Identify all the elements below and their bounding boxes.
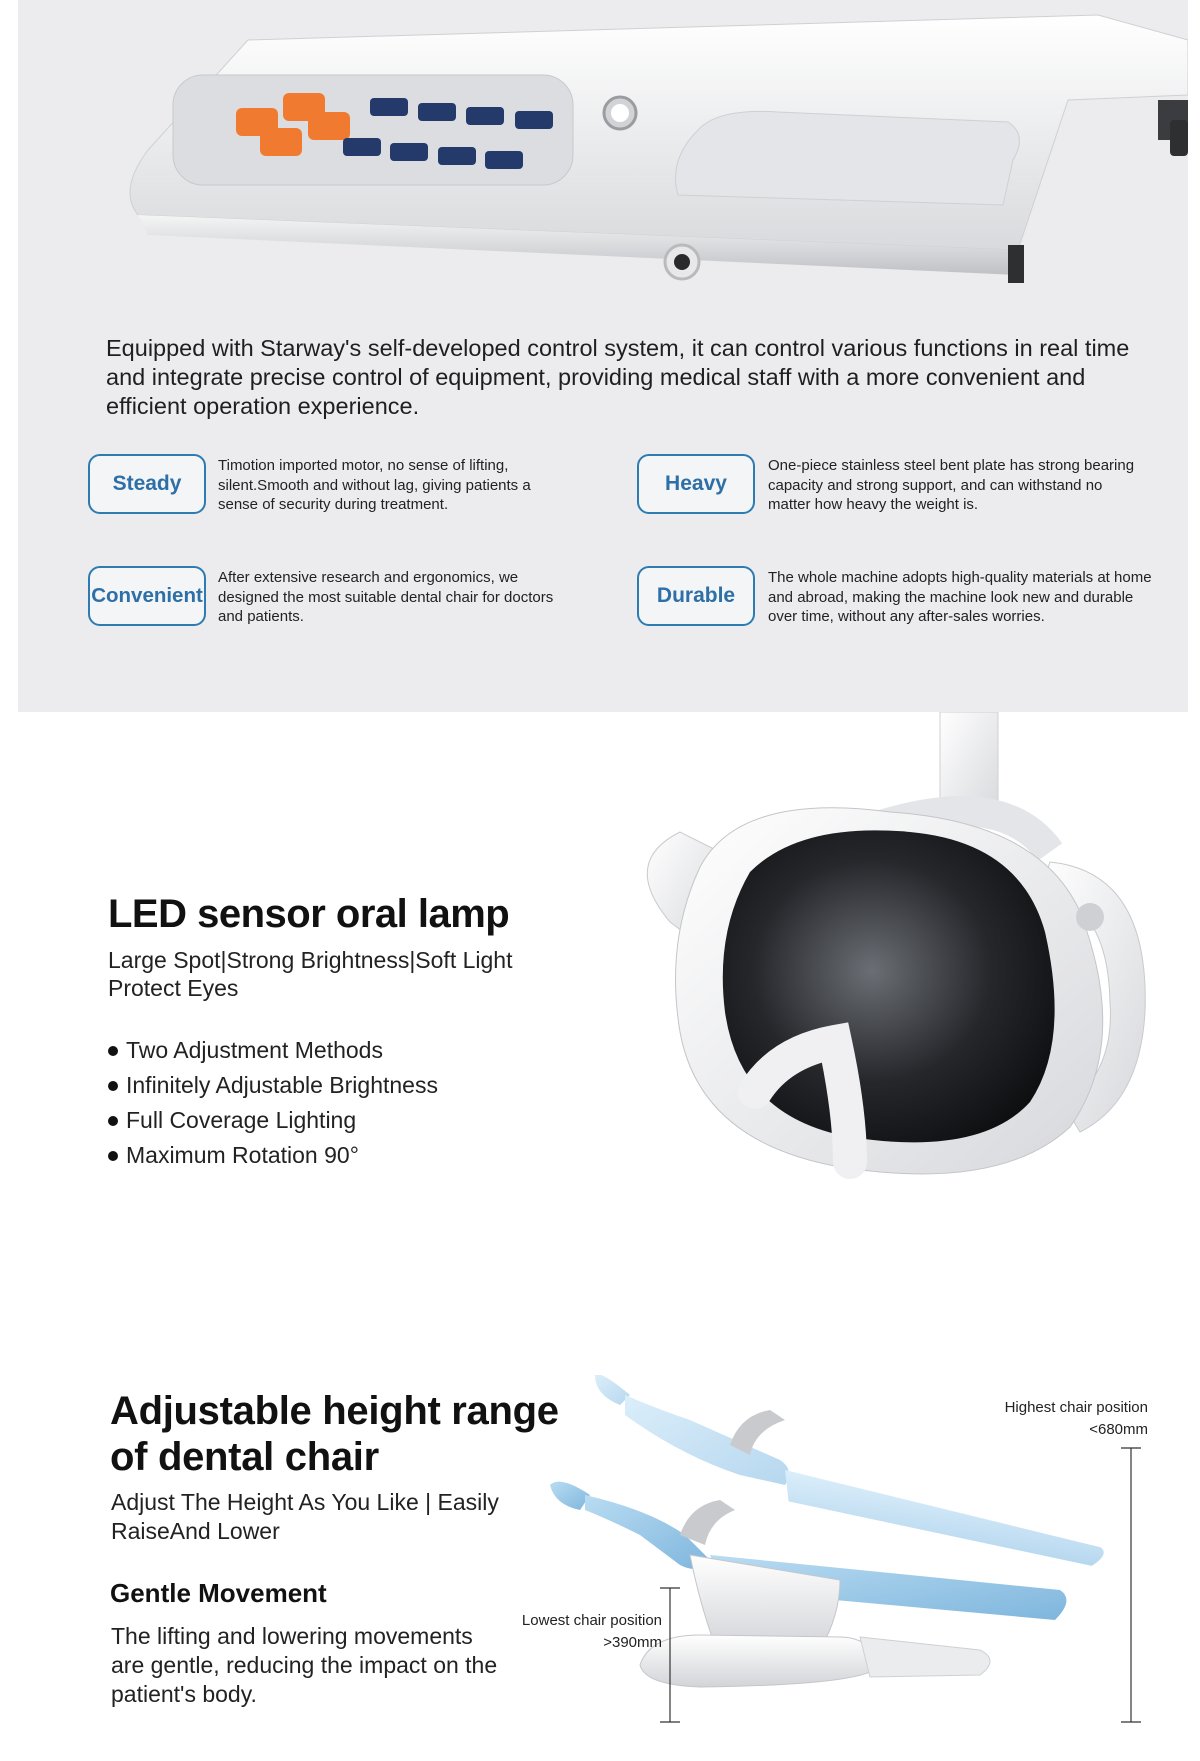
lowest-position-value: >390mm — [603, 1634, 662, 1651]
highest-position-caption: Highest chair position — [1004, 1399, 1148, 1416]
feature-badge-steady: Steady — [88, 454, 206, 514]
feature-text-convenient: After extensive research and ergonomics, we designed the most suitable dental chair for doctors and patients. — [218, 569, 554, 625]
highest-position-label — [960, 1397, 1148, 1441]
chair-subtitle: Adjust The Height As You Like | Easily RaiseAnd Lower — [111, 1489, 499, 1544]
control-panel-section — [18, 0, 1188, 712]
feature-badge-durable: Durable — [637, 566, 755, 626]
bullet-dot — [108, 1116, 118, 1126]
lamp-feature-label: Maximum Rotation 90° — [126, 1142, 359, 1168]
highest-position-value: <680mm — [1089, 1421, 1148, 1438]
intro-paragraph: Equipped with Starway's self-developed control system, it can control various functions in real time and integrate precise control of equipment, providing medical staff with a more convenient and efficient operation experience. — [106, 335, 1130, 419]
lamp-feature-item — [108, 1142, 359, 1169]
gentle-movement-text: The lifting and lowering movements are gentle, reducing the impact on the patient's body. — [111, 1623, 498, 1707]
lamp-feature-item — [108, 1072, 438, 1099]
lamp-feature-item — [108, 1107, 356, 1134]
feature-badge-convenient: Convenient — [88, 566, 206, 626]
chair-title: Adjustable height range of dental chair — [110, 1389, 559, 1479]
bullet-dot — [108, 1151, 118, 1161]
feature-badge-heavy: Heavy — [637, 454, 755, 514]
lamp-subtitle: Large Spot|Strong Brightness|Soft Light Protect Eyes — [108, 947, 513, 1001]
gentle-movement-title: Gentle Movement — [110, 1578, 327, 1608]
lamp-feature-label: Infinitely Adjustable Brightness — [126, 1072, 438, 1098]
lamp-title: LED sensor oral lamp — [108, 892, 510, 936]
bullet-dot — [108, 1081, 118, 1091]
bullet-dot — [108, 1046, 118, 1056]
lamp-feature-item — [108, 1037, 383, 1064]
lowest-position-caption: Lowest chair position — [521, 1612, 662, 1629]
lamp-feature-label: Two Adjustment Methods — [126, 1037, 383, 1063]
feature-text-durable: The whole machine adopts high-quality materials at home and abroad, making the machine look new and durable over time, without any after-sales worries. — [768, 569, 1152, 625]
feature-text-steady: Timotion imported motor, no sense of lifting, silent.Smooth and without lag, giving patients a sense of security during treatment. — [218, 457, 531, 513]
height-dimension-lines — [650, 1440, 1150, 1740]
lamp-feature-label: Full Coverage Lighting — [126, 1107, 357, 1133]
oral-lamp-illustration — [610, 712, 1170, 1252]
feature-text-heavy: One-piece stainless steel bent plate has strong bearing capacity and strong support, and can withstand no matter how heavy the weight is. — [768, 457, 1135, 513]
